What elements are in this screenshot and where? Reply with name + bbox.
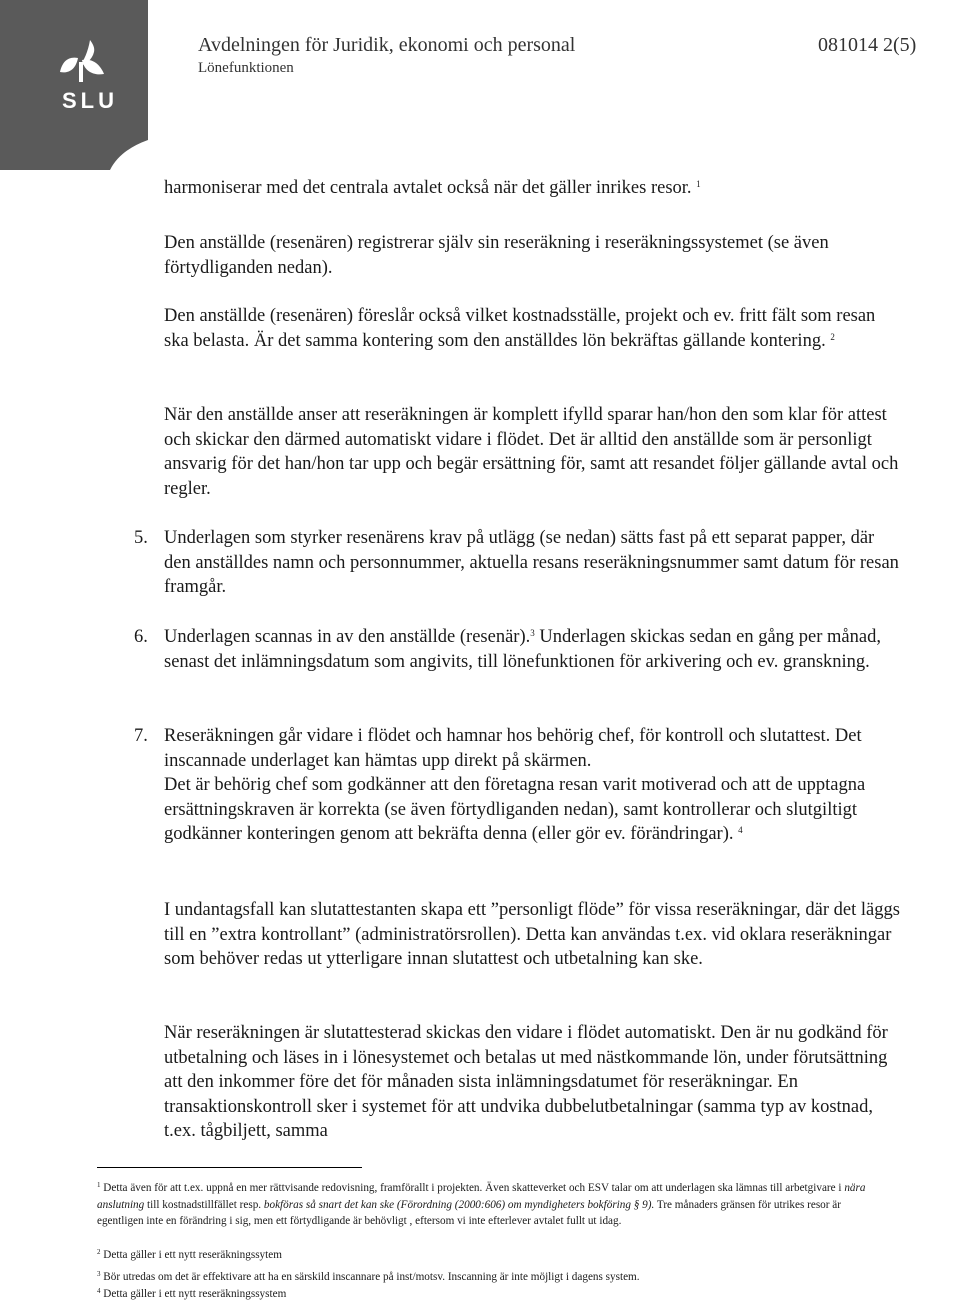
header-reference: 081014 2(5) [818, 34, 917, 56]
paragraph-8: I undantagsfall kan slutattestanten skapa ett ”personligt flöde” för vissa reseräkningar, där det läggs till en ”extra kontrollant” (administratörsrollen). Detta kan användas t.ex. vid oklara reseräkningar som behöver redas ut ytterligare innan slutattest och utbetalning kan ske. [164, 900, 900, 969]
list-number-6: 6. [134, 627, 148, 647]
list-item-7-continued: Det är behörig chef som godkänner att den företagna resan varit motiverad och att de upptagna ersättningskraven är korrekta (se även förtydliganden nedan), samt kontrollerar och slutgiltigt godkänner konteringen genom att bekräfta denna (eller gör ev. förändringar). $^4$ [164, 775, 866, 844]
header-unit: Lönefunktionen [198, 60, 294, 76]
footnote-2: $^2$ Detta gäller i ett nytt reseräkningssytem [97, 1248, 282, 1261]
footnote-3: $^3$ Bör utredas om det är effektivare att ha en särskild inscannare på inst/motsv. Inscanning är inte möjligt i dagens system. [97, 1270, 640, 1283]
footnote-1: $^1$ Detta även för att t.ex. uppnå en mer rättvisande redovisning, framförallt i projekten. Även skatteverket och ESV talar om att underlagen ska lämnas till arbetgivare i nära anslutning till kostnadstillfället resp. bokföras så snart det kan ske (Förordning (2000:606) om myndigheters bokföring § 9). Tre månaders gränsen för utrikes resor är egentligen inte en förändring i sig, men ett förtydligande är behövligt , eftersom vi inte efterlever avtalet fullt ut idag. [97, 1181, 866, 1227]
paragraph-2: Den anställde (resenären) registrerar själv sin reseräkning i reseräkningssystemet (se även förtydliganden nedan). [164, 233, 829, 278]
paragraph-4: När den anställde anser att reseräkningen är komplett ifylld sparar han/hon den som klar för attest och skickar den därmed automatiskt vidare i flödet. Det är alltid den anställde som är personligt ansvarig för det han/hon tar upp och begär ersättning för, samt att resandet följer gällande avtal och regler. [164, 405, 899, 499]
list-item-7: Reseräkningen går vidare i flödet och hamnar hos behörig chef, för kontroll och slutattest. Det inscannade underlaget kan hämtas upp direkt på skärmen. [164, 726, 862, 771]
footnote-ref-4: 4 [738, 825, 743, 835]
list-number-5: 5. [134, 528, 148, 548]
footnote-ref-3: 3 [530, 628, 535, 638]
list-item-6: Underlagen scannas in av den anställde (resenär).$^3$ Underlagen skickas sedan en gång per månad, senast det inlämningsdatum som angivits, till lönefunktionen för arkivering och ev. granskning. [164, 627, 881, 672]
list-number-7: 7. [134, 726, 148, 746]
logo-text: SLU [62, 88, 118, 113]
header-department: Avdelningen för Juridik, ekonomi och personal [198, 34, 576, 56]
list-item-5: Underlagen som styrker resenärens krav på utlägg (se nedan) sätts fast på ett separat papper, där den anställdes namn och personnummer, aktuella resans reseräkningsnummer samt datum för resan framgår. [164, 528, 899, 597]
footnote-4: $^4$ Detta gäller i ett nytt reseräkningssystem [97, 1287, 287, 1300]
paragraph-3: Den anställde (resenären) föreslår också vilket kostnadsställe, projekt och ev. fritt fält som resan ska belasta. Är det samma kontering som den anställdes lön bekräftas gällande kontering. $^2$ [164, 306, 876, 351]
paragraph-9: När reseräkningen är slutattesterad skickas den vidare i flödet automatiskt. Den är nu godkänd för utbetalning och läses in i lönesystemet och betalas ut med nästkommande lön, under förutsättning att den inkommer före det för månaden sista inlämningsdatumet för reseräkningar. En transaktionskontroll sker i systemet för att undvika dubbelutbetalningar (samma typ av kostnad, t.ex. tågbiljett, samma [164, 1023, 888, 1141]
footnote-divider [97, 1167, 362, 1168]
footnote-ref-1: 1 [696, 179, 701, 189]
paragraph-1: harmoniserar med det centrala avtalet också när det gäller inrikes resor. $^1$ [164, 178, 701, 198]
slu-logo [0, 0, 150, 170]
footnote-ref-2: 2 [830, 331, 835, 342]
